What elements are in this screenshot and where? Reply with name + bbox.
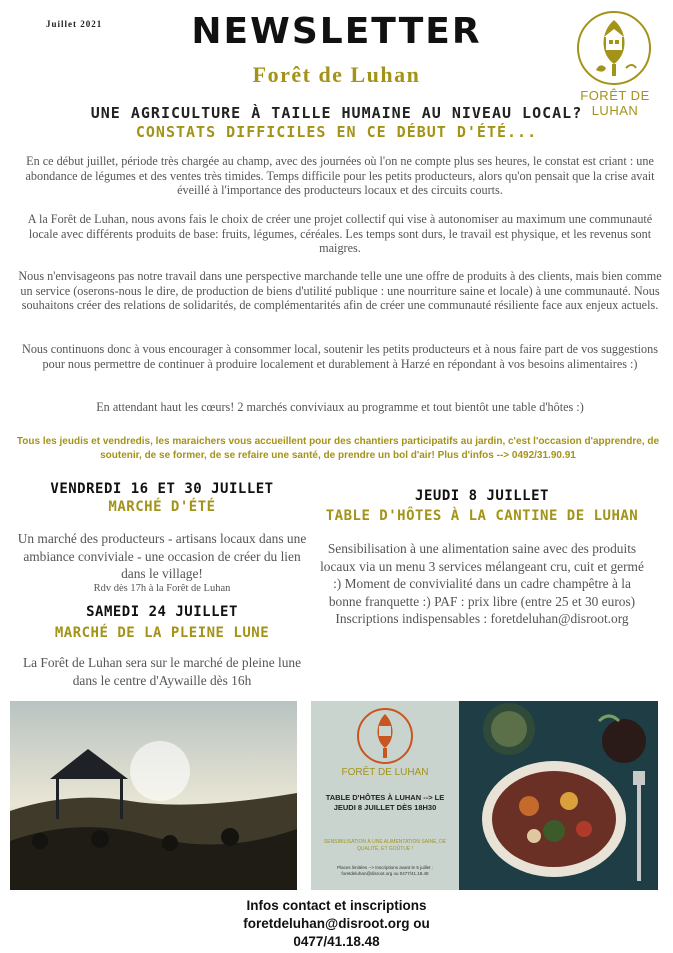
footer-phone[interactable]: 0477/41.18.48 (293, 934, 380, 949)
poster-places: Places limitées --> Inscriptions avant le 5 juillet : foretdeluhan@disroot.org ou 0477/41.18.48 (337, 865, 433, 876)
paragraph-encourage: Nous continuons donc à vous encourager à consommer local, soutenir les petits producteurs et à nous faire part de vos suggestions pour nous permettre de continuer à produire localement et durablement à Harzé en répondant à vos besoins alimentaires :) (22, 342, 658, 371)
logo-caption: FORÊT DE LUHAN (580, 88, 650, 118)
paragraph-vision: Nous n'envisageons pas notre travail dans une perspective marchande telle une une offre de produits à des clients, mais bien comme un service (oserons-nous le dire, de production de biens d'utilité publique : une nourriture saine et locale) à une communauté. Nous souhaitons créer des relations de solidarités, de complémentarités afin de créer une communauté résiliente face aux enjeux actuels. (18, 269, 662, 312)
paragraph-project: A la Forêt de Luhan, nous avons fais le choix de créer une projet collectif qui vise à autonomiser au maximum une communauté locale avec différents produits de base: fruits, légumes, céréales. Les temps sont durs, le travail est physique, et les revenus sont maigres. (27, 212, 653, 255)
footer-contact-heading: Infos contact et inscriptions (246, 898, 427, 913)
highlight-volunteer-info: Tous les jeudis et vendredis, les maraichers vous accueillent pour des chantiers participatifs au jardin, c'est l'occasion d'apprendre, de soutenir, de se former, de se refaire une santé, de prendre un bol d'air! Plus d'infos --> 0492/31.90.91 (16, 436, 660, 461)
paragraph-intro: En ce début juillet, période très chargée au champ, avec des journées où l'on ne compte plus ses heures, le constat est criant : une abondance de légumes et des ventes très timides. Temps difficile pour les petits producteurs, alors qu'on pensait que la crise avait éveillé à l'importance des producteurs locaux et des circuits courts. (25, 154, 655, 197)
newsletter-title: NEWSLETTER (191, 11, 482, 52)
event-moon-date: SAMEDI 24 JUILLET (86, 604, 238, 620)
issue-date: Juillet 2021 (46, 19, 103, 29)
event-summer-date: VENDREDI 16 ET 30 JUILLET (50, 481, 274, 497)
foret-de-luhan-logo (576, 10, 652, 86)
event-summer-rdv: Rdv dès 17h à la Forêt de Luhan (93, 583, 231, 594)
event-table-body: Sensibilisation à une alimentation saine avec des produits locaux via un menu 3 services mélangeant cru, cuit et germé :) Moment de convivialité dans un cadre champêtre à la bonne franquette :) PAF : prix libre (entre 25 et 30 euros) Inscriptions indispensables : foretdeluhan@disroot.org (320, 541, 644, 626)
poster-sensibilisation: SENSIBILISATION À UNE ALIMENTATION SAINE, DE QUALITÉ, ET GOÛTUE ! (323, 839, 447, 852)
poster-logo-icon (355, 706, 415, 766)
footer-email[interactable]: foretdeluhan@disroot.org ou (243, 916, 430, 931)
event-moon-name: MARCHÉ DE LA PLEINE LUNE (54, 625, 270, 641)
event-table-name: TABLE D'HÔTES À LA CANTINE DE LUHAN (325, 508, 639, 524)
event-summer-name: MARCHÉ D'ÉTÉ (108, 499, 216, 515)
headline-sub: CONSTATS DIFFICILES EN CE DÉBUT D'ÉTÉ... (135, 123, 538, 141)
headline-main: UNE AGRICULTURE À TAILLE HUMAINE AU NIVEAU LOCAL? (90, 104, 583, 122)
paragraph-closing: En attendant haut les cœurs! 2 marchés conviviaux au programme et tout bientôt une table d'hôtes :) (96, 400, 584, 414)
table-hotes-poster (311, 701, 459, 890)
market-photo (10, 701, 297, 890)
event-summer-body: Un marché des producteurs - artisans locaux dans une ambiance conviviale - une occasion de créer du lien dans le village! (17, 531, 307, 581)
event-table-date: JEUDI 8 JUILLET (415, 488, 549, 504)
poster-logo-caption: FORÊT DE LUHAN (341, 767, 429, 778)
salad-bowl-photo (459, 701, 658, 890)
newsletter-subtitle: Forêt de Luhan (252, 62, 421, 87)
poster-title: TABLE D'HÔTES À LUHAN --> LE JEUDI 8 JUILLET DÈS 18H30 (325, 793, 445, 812)
event-moon-body: La Forêt de Luhan sera sur le marché de pleine lune dans le centre d'Aywaille dès 16h (22, 655, 302, 688)
